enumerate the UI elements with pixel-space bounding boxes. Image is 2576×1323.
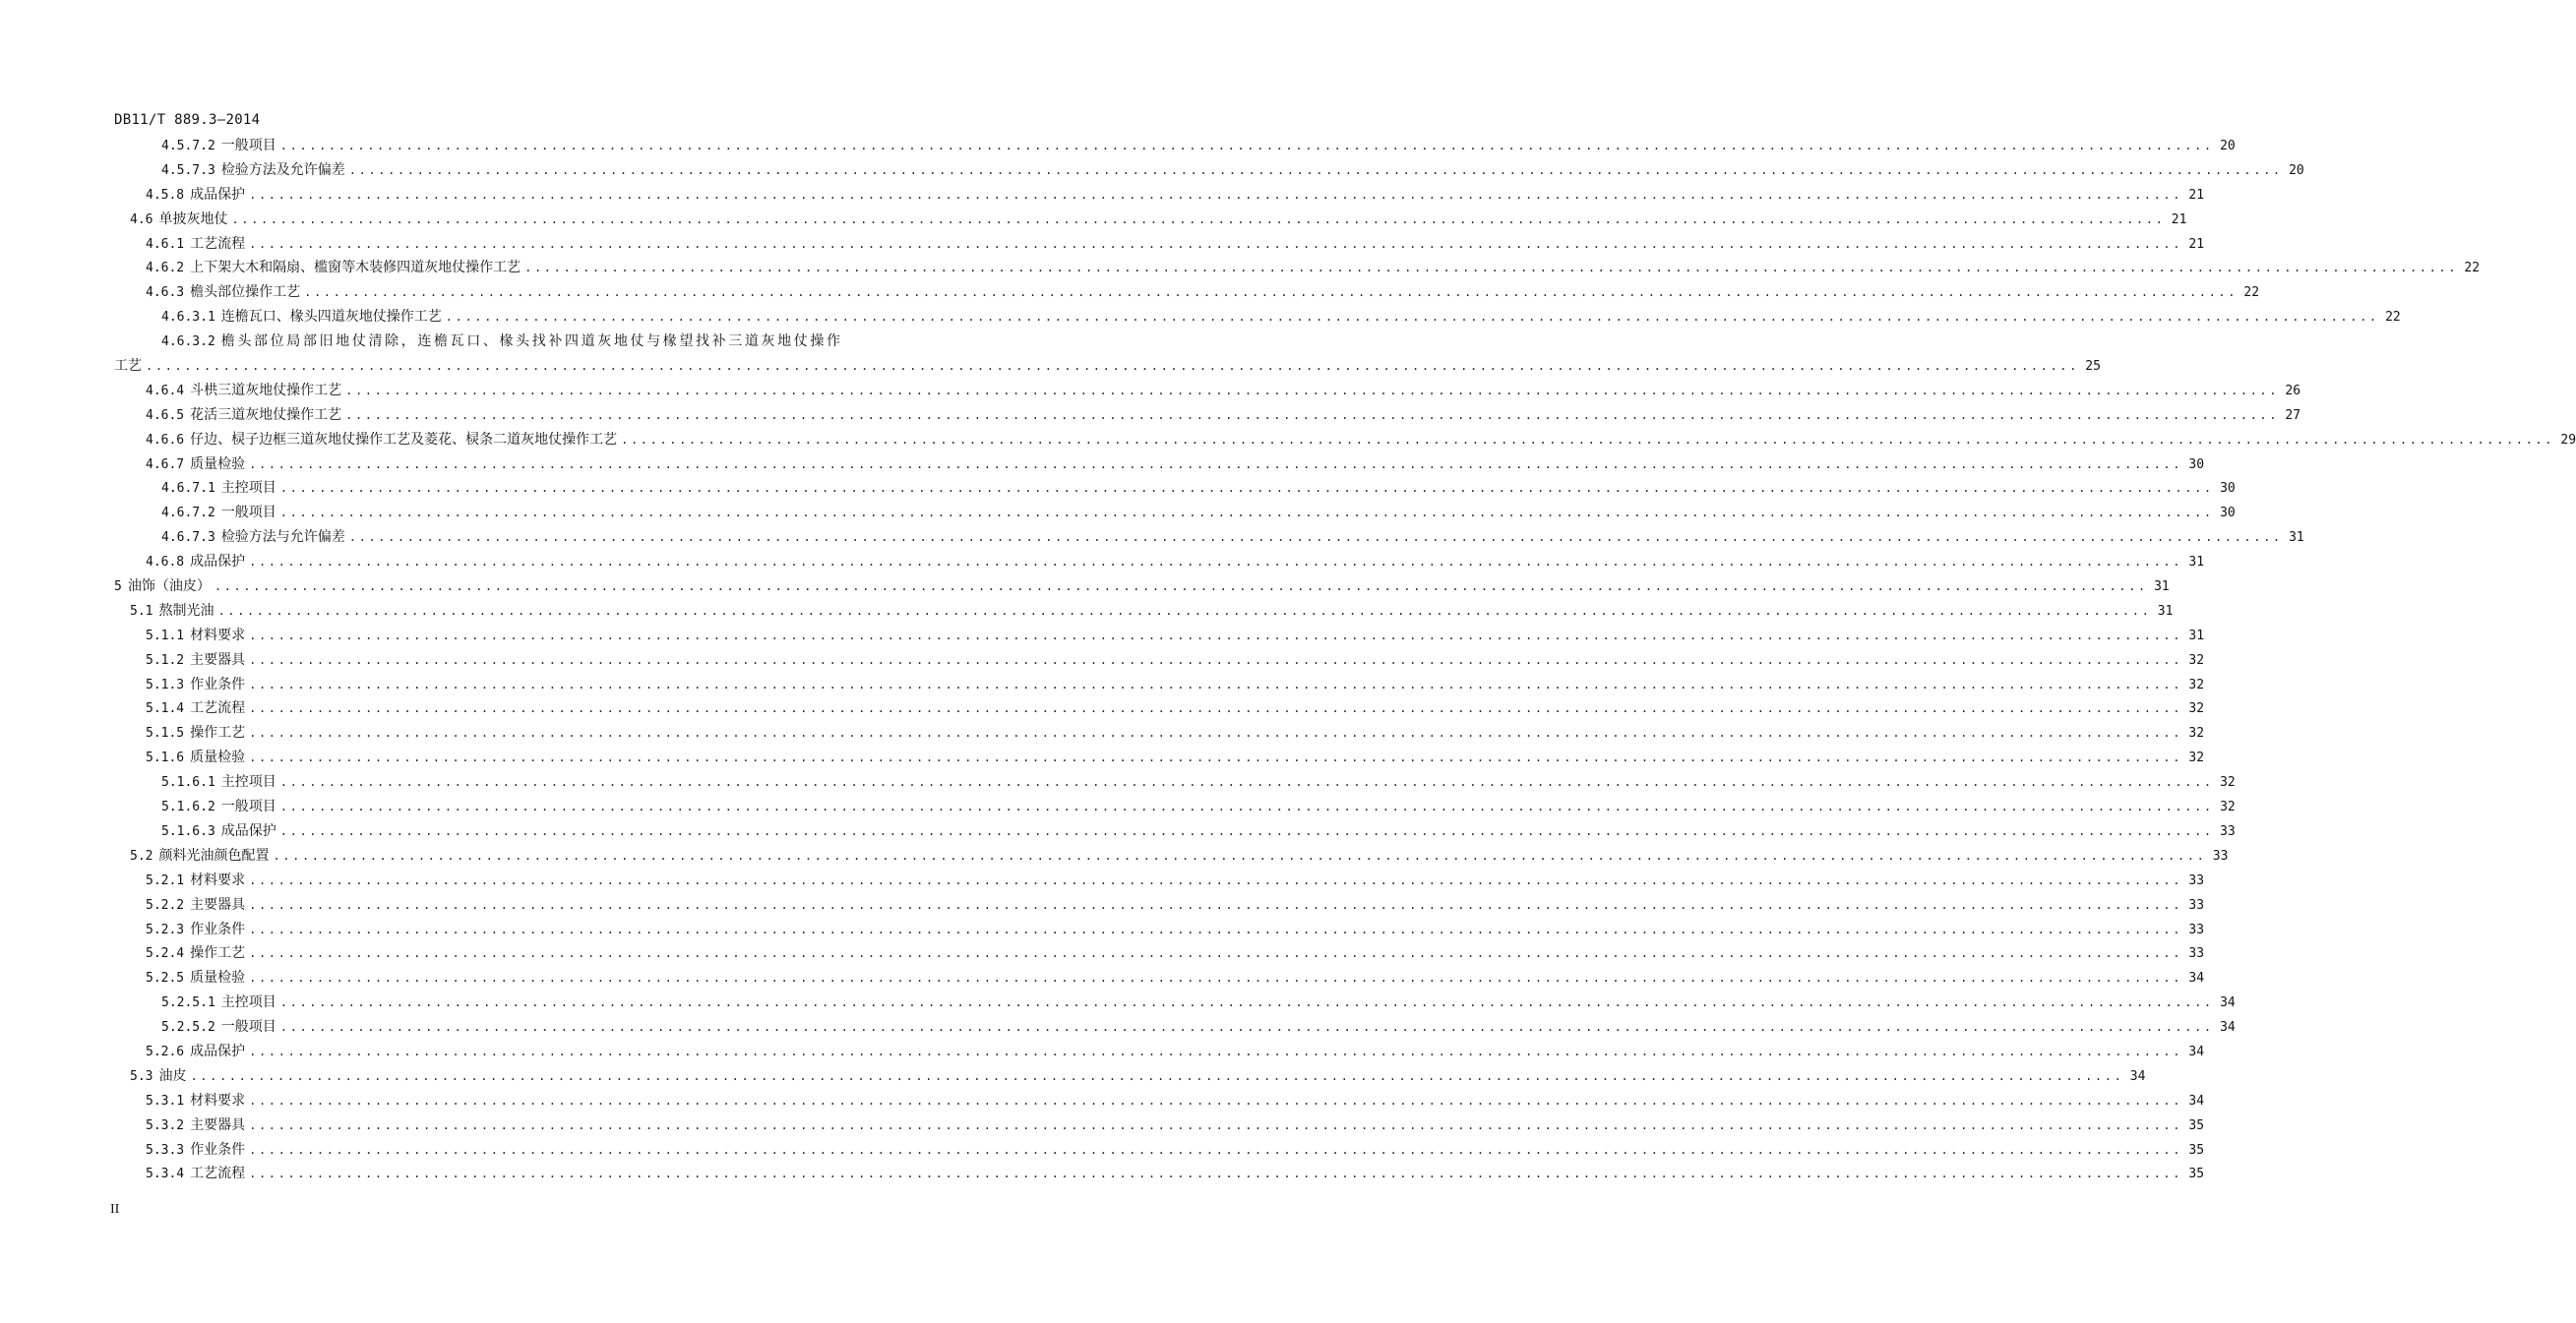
dot-leader: ........................................................................................................................................................................................................ — [214, 579, 2148, 594]
toc-entry[interactable] — [114, 403, 2301, 428]
toc-entry-page: 25 — [2085, 359, 2101, 375]
toc-entry-title: 仔边、棂子边框三道灰地仗操作工艺及菱花、棂条二道灰地仗操作工艺 — [190, 431, 618, 448]
toc-entry-number: 5.2.3 — [146, 922, 185, 937]
toc-entry-title: 主要器具 — [190, 896, 246, 913]
toc-entry-page: 35 — [2188, 1142, 2205, 1158]
toc-entry-number: 4.6.5 — [146, 407, 185, 423]
toc-entry-number: 5.2.4 — [146, 946, 185, 962]
toc-entry[interactable] — [114, 991, 2236, 1015]
toc-entry-page: 29 — [2560, 432, 2576, 448]
dot-leader: ........................................................................................................................................................................................................ — [279, 995, 2214, 1010]
toc-entry[interactable] — [114, 1162, 2205, 1186]
toc-entry-page: 26 — [2285, 383, 2301, 398]
toc-entry-title: 一般项目 — [220, 138, 276, 153]
dot-leader: ........................................................................................................................................................................................................ — [279, 823, 2214, 838]
toc-entry-page: 32 — [2220, 800, 2236, 815]
toc-entry[interactable] — [114, 1138, 2205, 1163]
toc-entry-page: 31 — [2289, 530, 2304, 546]
toc-entry[interactable] — [114, 1015, 2236, 1040]
toc-entry-title: 检验方法与允许偏差 — [220, 529, 345, 546]
toc-entry-number: 4.6.7.2 — [161, 506, 215, 521]
table-of-contents — [114, 134, 2576, 1186]
toc-entry[interactable] — [114, 1113, 2205, 1138]
toc-entry-number: 4.6.1 — [146, 236, 185, 252]
toc-entry-page: 33 — [2220, 823, 2236, 839]
toc-entry-page: 30 — [2188, 456, 2205, 472]
toc-entry-number: 5.3.3 — [146, 1142, 185, 1158]
dot-leader: ........................................................................................................................................................................................................ — [249, 751, 2183, 765]
toc-entry[interactable] — [114, 280, 2260, 305]
toc-entry[interactable] — [114, 696, 2205, 721]
toc-entry-title: 单披灰地仗 — [158, 210, 228, 227]
dot-leader: ........................................................................................................................................................................................................ — [348, 162, 2283, 177]
toc-entry-page: 31 — [2188, 628, 2205, 643]
toc-entry[interactable] — [114, 305, 2401, 330]
dot-leader: ........................................................................................................................................................................................................ — [304, 285, 2239, 300]
toc-entry-title: 成品保护 — [190, 186, 246, 203]
toc-entry[interactable] — [114, 476, 2236, 501]
dot-leader: ........................................................................................................................................................................................................ — [249, 628, 2183, 642]
toc-entry[interactable] — [114, 869, 2205, 893]
toc-entry-page: 31 — [2154, 579, 2170, 595]
toc-entry[interactable] — [114, 232, 2205, 257]
toc-entry[interactable] — [114, 918, 2205, 942]
toc-entry-number: 5.3.1 — [146, 1093, 185, 1109]
toc-entry-number: 5.2.2 — [146, 897, 185, 913]
dot-leader: ........................................................................................................................................................................................................ — [249, 652, 2183, 667]
toc-entry[interactable] — [114, 966, 2205, 991]
toc-entry-number: 5.1.1 — [146, 628, 185, 643]
toc-entry-page: 22 — [2464, 261, 2481, 276]
toc-entry-number: 4.6.7 — [146, 456, 185, 472]
toc-entry-page: 22 — [2385, 310, 2401, 326]
toc-entry-number: 5 — [114, 579, 122, 595]
toc-entry-title: 一般项目 — [220, 799, 276, 815]
toc-entry-page: 32 — [2188, 751, 2205, 766]
toc-entry[interactable] — [114, 599, 2174, 624]
toc-entry-number: 5.3.4 — [146, 1167, 185, 1182]
toc-entry-page: 32 — [2220, 775, 2236, 791]
toc-entry-page: 20 — [2289, 162, 2304, 178]
toc-entry-title: 材料要求 — [190, 627, 246, 643]
toc-entry-page: 34 — [2129, 1068, 2146, 1084]
toc-entry-number: 4.6.4 — [146, 383, 185, 398]
dot-leader: ........................................................................................................................................................................................................ — [249, 677, 2183, 692]
toc-entry-page: 34 — [2188, 971, 2205, 987]
toc-entry-page: 22 — [2243, 285, 2260, 301]
toc-entry-number: 5.1.6 — [146, 751, 185, 766]
dot-leader: ........................................................................................................................................................................................................ — [249, 897, 2183, 912]
toc-entry-title: 上下架大木和隔扇、槛窗等木装修四道灰地仗操作工艺 — [190, 260, 521, 276]
toc-entry-title: 主要器具 — [190, 1116, 246, 1133]
dot-leader: ........................................................................................................................................................................................................ — [146, 359, 2079, 374]
toc-entry[interactable] — [114, 330, 840, 354]
dot-leader: ........................................................................................................................................................................................................ — [231, 211, 2166, 226]
toc-entry-number: 4.6.7.3 — [161, 530, 215, 546]
dot-leader: ........................................................................................................................................................................................................ — [249, 1142, 2183, 1157]
dot-leader: ........................................................................................................................................................................................................ — [249, 236, 2183, 251]
toc-entry[interactable] — [114, 208, 2187, 232]
toc-entry-number: 5.2.6 — [146, 1044, 185, 1059]
toc-entry-title: 检验方法及允许偏差 — [220, 161, 345, 178]
toc-entry-number: 5.2.1 — [146, 872, 185, 888]
dot-leader: ........................................................................................................................................................................................................ — [249, 946, 2183, 961]
toc-entry-title: 质量检验 — [190, 455, 246, 472]
dot-leader: ........................................................................................................................................................................................................ — [348, 530, 2283, 545]
toc-entry-page: 32 — [2188, 677, 2205, 692]
toc-entry[interactable] — [114, 1089, 2205, 1113]
toc-entry-number: 5.2.5.1 — [161, 995, 215, 1011]
toc-entry-number: 4.6.8 — [146, 555, 185, 571]
toc-entry-number: 4.6.2 — [146, 261, 185, 276]
toc-entry-title: 材料要求 — [190, 872, 246, 888]
page-number: II — [110, 1202, 120, 1217]
toc-entry-title: 质量检验 — [190, 750, 246, 766]
dot-leader: ........................................................................................................................................................................................................ — [524, 261, 2459, 275]
dot-leader: ........................................................................................................................................................................................................ — [279, 775, 2214, 790]
toc-entry-title: 主控项目 — [220, 774, 276, 791]
toc-entry-title: 油饰（油皮） — [127, 578, 211, 595]
dot-leader: ........................................................................................................................................................................................................ — [249, 187, 2183, 202]
dot-leader: ........................................................................................................................................................................................................ — [279, 800, 2214, 814]
toc-entry-page: 30 — [2220, 506, 2236, 521]
dot-leader: ........................................................................................................................................................................................................ — [621, 432, 2555, 447]
toc-entry-page: 27 — [2285, 407, 2301, 423]
dot-leader: ........................................................................................................................................................................................................ — [279, 506, 2214, 520]
toc-entry[interactable] — [114, 158, 2304, 183]
dot-leader: ........................................................................................................................................................................................................ — [345, 383, 2280, 397]
toc-entry-number: 4.5.7.3 — [161, 162, 215, 178]
toc-entry[interactable] — [114, 574, 2170, 599]
toc-entry[interactable] — [114, 256, 2481, 280]
toc-entry-number: 4.6.7.1 — [161, 481, 215, 497]
toc-entry-number: 4.6.3.1 — [161, 310, 215, 326]
toc-entry-page: 20 — [2220, 139, 2236, 153]
dot-leader: ........................................................................................................................................................................................................ — [279, 139, 2214, 152]
toc-entry[interactable] — [114, 746, 2205, 770]
toc-entry-title: 作业条件 — [190, 1141, 246, 1158]
toc-entry-number: 5.1.5 — [146, 726, 185, 742]
toc-entry-page: 33 — [2188, 946, 2205, 962]
toc-entry[interactable] — [114, 1040, 2205, 1064]
toc-entry-title: 材料要求 — [190, 1092, 246, 1109]
toc-entry-page: 33 — [2212, 848, 2229, 864]
toc-entry[interactable] — [114, 354, 2101, 379]
toc-entry-page: 31 — [2188, 555, 2205, 571]
dot-leader: ........................................................................................................................................................................................................ — [249, 1167, 2183, 1181]
toc-entry-number: 5.1.2 — [146, 652, 185, 668]
toc-entry-page: 32 — [2188, 701, 2205, 717]
toc-entry[interactable] — [114, 501, 2236, 525]
toc-entry-title: 连檐瓦口、椽头四道灰地仗操作工艺 — [220, 309, 442, 326]
toc-entry-number: 5.2.5.2 — [161, 1020, 215, 1036]
dot-leader: ........................................................................................................................................................................................................ — [249, 555, 2183, 570]
toc-entry[interactable] — [114, 134, 2236, 158]
toc-entry[interactable] — [114, 648, 2205, 673]
toc-entry-page: 34 — [2188, 1044, 2205, 1059]
toc-entry-title: 工艺流程 — [190, 235, 246, 252]
toc-entry-title: 作业条件 — [190, 921, 246, 937]
toc-entry-page: 33 — [2188, 872, 2205, 888]
toc-entry-title: 熬制光油 — [158, 602, 215, 619]
dot-leader: ........................................................................................................................................................................................................ — [249, 1044, 2183, 1058]
toc-entry-title: 工艺 — [114, 358, 142, 375]
toc-entry-page: 30 — [2220, 481, 2236, 497]
toc-entry-title: 一般项目 — [220, 1019, 276, 1036]
toc-entry-title: 一般项目 — [220, 505, 276, 521]
toc-entry-title: 油皮 — [158, 1067, 187, 1084]
toc-entry[interactable] — [114, 721, 2205, 746]
toc-entry-number: 4.6 — [130, 211, 153, 227]
toc-entry-title: 工艺流程 — [190, 700, 246, 717]
dot-leader: ........................................................................................................................................................................................................ — [445, 310, 2379, 325]
toc-entry-number: 5.1.3 — [146, 677, 185, 692]
toc-entry[interactable] — [114, 1064, 2146, 1089]
toc-entry-title: 花活三道灰地仗操作工艺 — [190, 406, 342, 423]
toc-entry[interactable] — [114, 819, 2236, 844]
toc-entry[interactable] — [114, 183, 2205, 208]
toc-entry[interactable] — [114, 893, 2205, 918]
toc-entry-title: 檐头部位局部旧地仗清除，连檐瓦口、椽头找补四道灰地仗与椽望找补三道灰地仗操作 — [220, 333, 840, 350]
toc-entry-title: 主控项目 — [220, 994, 276, 1011]
dot-leader: ........................................................................................................................................................................................................ — [279, 1020, 2214, 1035]
dot-leader: ........................................................................................................................................................................................................ — [190, 1068, 2124, 1083]
toc-entry[interactable] — [114, 795, 2236, 819]
toc-entry-number: 4.5.8 — [146, 187, 185, 203]
toc-entry-page: 35 — [2188, 1117, 2205, 1133]
toc-entry-title: 斗栱三道灰地仗操作工艺 — [190, 382, 342, 398]
toc-entry-page: 21 — [2188, 236, 2205, 252]
toc-entry-page: 31 — [2157, 603, 2174, 619]
toc-entry-title: 作业条件 — [190, 676, 246, 692]
toc-entry-page: 21 — [2188, 187, 2205, 203]
toc-entry[interactable] — [114, 452, 2205, 477]
toc-entry[interactable] — [114, 624, 2205, 648]
toc-entry-number: 5.1.4 — [146, 701, 185, 717]
toc-entry-page: 32 — [2188, 726, 2205, 742]
toc-entry[interactable] — [114, 379, 2301, 403]
toc-entry-page: 34 — [2188, 1093, 2205, 1109]
toc-entry-number: 5.3 — [130, 1068, 153, 1084]
dot-leader: ........................................................................................................................................................................................................ — [345, 407, 2280, 422]
dot-leader: ........................................................................................................................................................................................................ — [249, 1093, 2183, 1108]
toc-entry[interactable] — [114, 941, 2205, 966]
toc-entry-title: 檐头部位操作工艺 — [190, 284, 301, 301]
toc-entry[interactable] — [114, 844, 2229, 869]
toc-entry-page: 33 — [2188, 922, 2205, 937]
dot-leader: ........................................................................................................................................................................................................ — [249, 872, 2183, 887]
dot-leader: ........................................................................................................................................................................................................ — [249, 456, 2183, 471]
toc-entry-number: 5.2 — [130, 848, 153, 864]
dot-leader: ........................................................................................................................................................................................................ — [279, 481, 2214, 496]
toc-entry-number: 5.1.6.1 — [161, 775, 215, 791]
dot-leader: ........................................................................................................................................................................................................ — [249, 922, 2183, 936]
toc-entry-page: 32 — [2188, 652, 2205, 668]
toc-entry-title: 操作工艺 — [190, 945, 246, 962]
dot-leader: ........................................................................................................................................................................................................ — [249, 726, 2183, 741]
toc-entry-title: 成品保护 — [190, 1043, 246, 1059]
toc-entry[interactable] — [114, 525, 2304, 550]
toc-entry-number: 5.1.6.2 — [161, 800, 215, 815]
toc-entry[interactable] — [114, 673, 2205, 697]
toc-entry-number: 5.1.6.3 — [161, 823, 215, 839]
toc-entry[interactable] — [114, 428, 2576, 452]
toc-entry-number: 5.3.2 — [146, 1117, 185, 1133]
toc-entry-page: 34 — [2220, 1020, 2236, 1036]
toc-entry-page: 21 — [2171, 211, 2187, 227]
toc-entry-title: 质量检验 — [190, 970, 246, 987]
toc-entry-number: 5.2.5 — [146, 971, 185, 987]
toc-entry[interactable] — [114, 550, 2205, 574]
dot-leader: ........................................................................................................................................................................................................ — [249, 971, 2183, 986]
document-id: DB11/T 889.3—2014 — [114, 112, 261, 128]
toc-entry-title: 主要器具 — [190, 651, 246, 668]
dot-leader: ........................................................................................................................................................................................................ — [217, 603, 2152, 618]
dot-leader: ........................................................................................................................................................................................................ — [249, 1117, 2183, 1132]
dot-leader: ........................................................................................................................................................................................................ — [249, 701, 2183, 716]
toc-entry-page: 33 — [2188, 897, 2205, 913]
toc-entry-title: 颜料光油颜色配置 — [158, 847, 270, 864]
toc-entry-page: 34 — [2220, 995, 2236, 1011]
toc-entry-title: 成品保护 — [190, 554, 246, 571]
toc-entry-number: 4.6.3.2 — [161, 334, 215, 350]
toc-entry-number: 4.5.7.2 — [161, 139, 215, 153]
toc-entry-number: 5.1 — [130, 603, 153, 619]
toc-entry-title: 成品保护 — [220, 822, 276, 839]
toc-entry-title: 主控项目 — [220, 480, 276, 497]
toc-entry-title: 工艺流程 — [190, 1166, 246, 1182]
toc-entry-page: 35 — [2188, 1167, 2205, 1182]
toc-entry-title: 操作工艺 — [190, 725, 246, 742]
toc-entry[interactable] — [114, 770, 2236, 795]
toc-entry-number: 4.6.3 — [146, 285, 185, 301]
toc-entry-number: 4.6.6 — [146, 432, 185, 448]
dot-leader: ........................................................................................................................................................................................................ — [273, 848, 2207, 863]
